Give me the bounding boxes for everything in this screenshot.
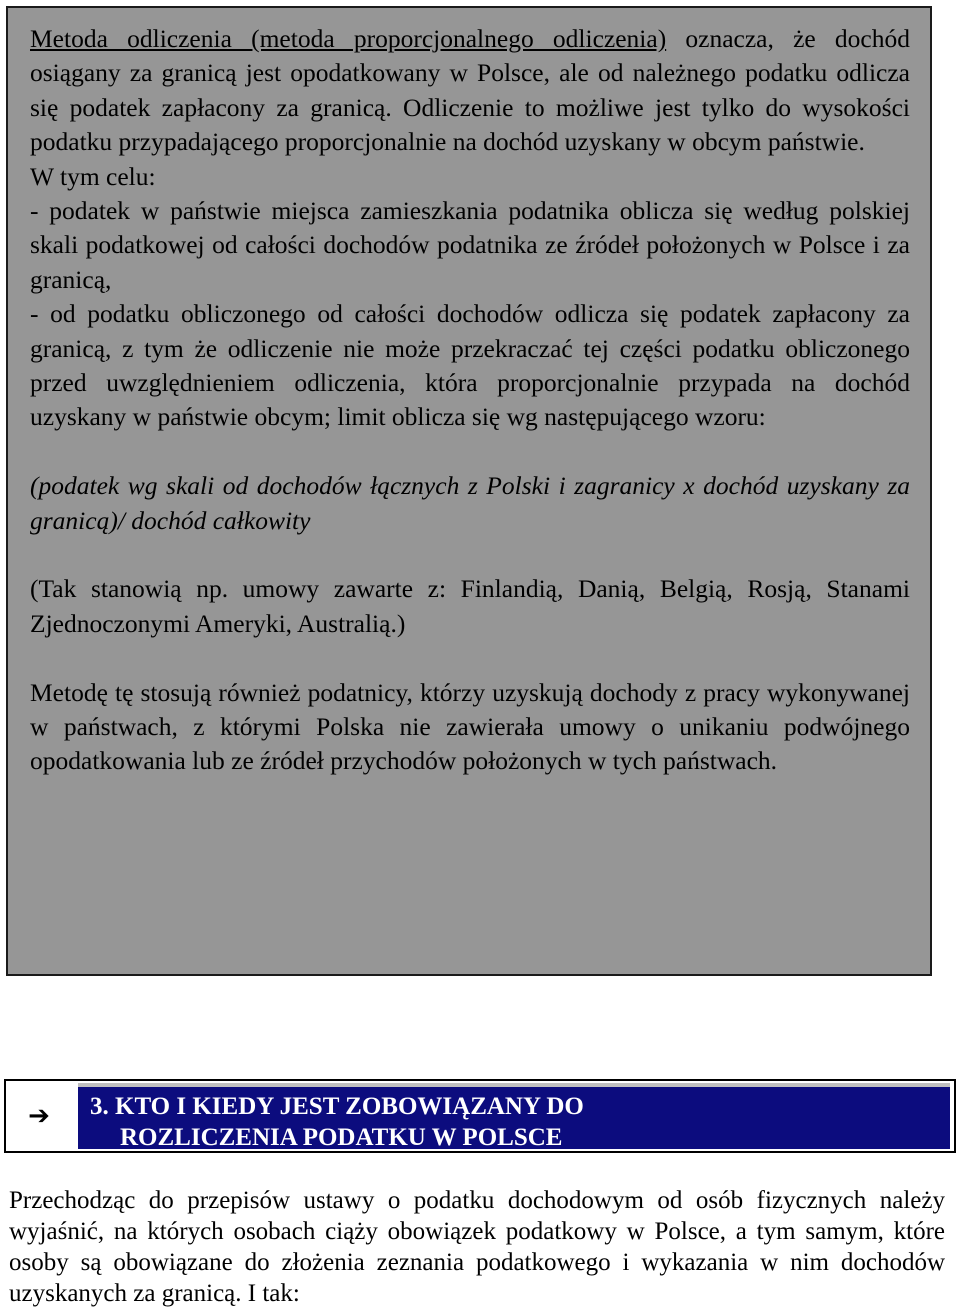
section-paragraph: Przechodząc do przepisów ustawy o podatku dochodowym od osób fizycznych należy wyjaśnić, na których osobach ciąży obowiązek podatkowy w Polsce, a tym samym, które osoby są obowiązane do złożenia zeznania podatkowego i wykazania w nim dochodów uzyskanych za granicą. I tak: [9, 1187, 945, 1307]
highlight-box [6, 6, 932, 976]
limit-formula: (podatek wg skali od dochodów łącznych z Polski i zagranicy x dochód uzyskany za granicą)/ dochód całkowity [30, 471, 910, 535]
spacer [30, 435, 910, 469]
method-term: Metoda odliczenia (metoda proporcjonalnego odliczenia) [30, 24, 667, 53]
method-step-2: - od podatku obliczonego od całości dochodów odlicza się podatek zapłacony za granicą, z tym że odliczenie nie może przekraczać tej części podatku obliczonego przed uwzględnieniem odliczenia, która proporcjonalnie przypada na dochód uzyskany w państwie obcym; limit oblicza się wg następującego wzoru: [30, 299, 910, 432]
section-heading [4, 1079, 956, 1153]
method-definition [30, 22, 910, 160]
method-description: oznacza, że dochód osiągany za granicą jest opodatkowany w Polsce, ale od należnego podatku odlicza się podatek zapłacony za granicą. Odliczenie to możliwe jest tylko do wysokości podatku przypadającego proporcjonalnie na dochód uzyskany w obcym państwie. [30, 24, 910, 157]
section-body [9, 1185, 945, 1309]
spacer [30, 641, 910, 675]
method-steps-intro: W tym celu: [30, 161, 156, 191]
section-title-line-1: 3. KTO I KIEDY JEST ZOBOWIĄZANY DO [90, 1093, 584, 1120]
section-title-line-2: ROZLICZENIA PODATKU W POLSCE [120, 1124, 563, 1151]
spacer [30, 538, 910, 572]
section-title-bar [78, 1083, 950, 1149]
arrow-right-icon: ➔ [28, 1101, 50, 1131]
treaty-examples: (Tak stanowią np. umowy zawarte z: Finlandią, Danią, Belgią, Rosją, Stanami Zjednoczonymi Ameryki, Australią.) [30, 574, 910, 638]
method-application: Metodę tę stosują również podatnicy, którzy uzyskują dochody z pracy wykonywanej w państwach, z którymi Polska nie zawierała umowy o unikaniu podwójnego opodatkowania lub ze źródeł przychodów położonych w tych państwach. [30, 677, 910, 776]
method-step-1: - podatek w państwie miejsca zamieszkania podatnika oblicza się według polskiej skali podatkowej od całości dochodów podatnika ze źródeł położonych w Polsce i za granicą, [30, 196, 910, 294]
